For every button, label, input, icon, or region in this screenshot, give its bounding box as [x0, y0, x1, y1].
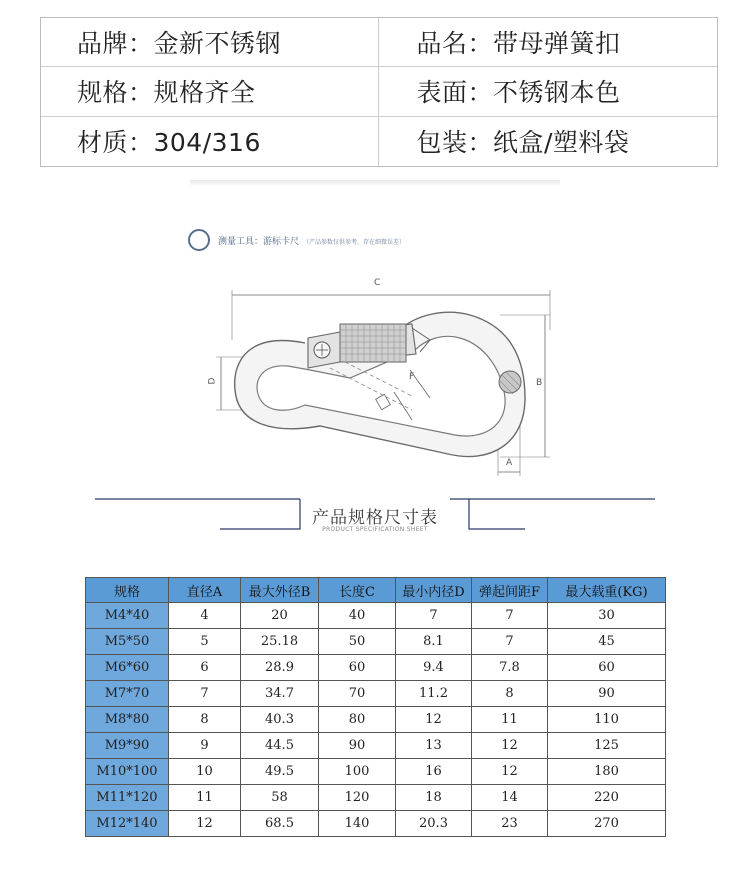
spec-model-cell: M4*40: [86, 603, 169, 629]
table-row: [86, 681, 666, 707]
section-subtitle: PRODUCT SPECIFICATION SHEET: [322, 526, 428, 533]
spec-value-cell: 110: [548, 707, 666, 733]
packaging-cell: 包装：纸盒/塑料袋: [416, 128, 630, 158]
spec-value-cell: 6: [169, 655, 241, 681]
material-cell: 材质：304/316: [41, 117, 379, 166]
col-header: 最大载重(KG): [548, 578, 666, 603]
table-row: [86, 759, 666, 785]
spec-value-cell: 11: [169, 785, 241, 811]
dim-label-c: C: [374, 278, 381, 288]
tool-label-text: 测量工具：游标卡尺: [218, 237, 300, 247]
spec-value-cell: 34.7: [241, 681, 319, 707]
dim-label-f: F: [409, 372, 415, 382]
wire-cross-section: [499, 371, 521, 393]
spec-value-cell: 11: [472, 707, 548, 733]
spec-value-cell: 28.9: [241, 655, 319, 681]
carabiner-drawing: [180, 220, 580, 485]
spec-value-cell: 60: [319, 655, 396, 681]
table-row: [86, 603, 666, 629]
spec-value-cell: 125: [548, 733, 666, 759]
spec-value-cell: 90: [548, 681, 666, 707]
col-header: 弹起间距F: [472, 578, 548, 603]
locking-sleeve: [340, 324, 406, 362]
spec-value-cell: 70: [319, 681, 396, 707]
spec-value-cell: 90: [319, 733, 396, 759]
spec-value-cell: 40: [319, 603, 396, 629]
spec-value-cell: 14: [472, 785, 548, 811]
spec-value-cell: 12: [472, 733, 548, 759]
spec-value-cell: 270: [548, 811, 666, 837]
spec-value-cell: 12: [169, 811, 241, 837]
product-name-cell: 品名：带母弹簧扣: [416, 29, 621, 59]
spec-value-cell: 23: [472, 811, 548, 837]
spec-value-cell: 60: [548, 655, 666, 681]
spec-value-cell: 8.1: [396, 629, 472, 655]
section-header: [95, 495, 655, 545]
spec-value-cell: 50: [319, 629, 396, 655]
col-header: 最小内径D: [396, 578, 472, 603]
spec-value-cell: 7.8: [472, 655, 548, 681]
spec-model-cell: M10*100: [86, 759, 169, 785]
info-row: [41, 18, 717, 67]
spec-value-cell: 9.4: [396, 655, 472, 681]
spec-value-cell: 25.18: [241, 629, 319, 655]
spec-value-cell: 5: [169, 629, 241, 655]
spec-value-cell: 8: [472, 681, 548, 707]
spec-value-cell: 8: [169, 707, 241, 733]
spec-value-cell: 80: [319, 707, 396, 733]
divider-shadow: [190, 180, 560, 186]
spec-model-cell: M9*90: [86, 733, 169, 759]
spec-value-cell: 49.5: [241, 759, 319, 785]
spec-value-cell: 45: [548, 629, 666, 655]
spec-value-cell: 30: [548, 603, 666, 629]
dim-label-d: D: [207, 377, 218, 385]
spec-value-cell: 20.3: [396, 811, 472, 837]
spec-value-cell: 10: [169, 759, 241, 785]
table-row: [86, 785, 666, 811]
table-row: [86, 655, 666, 681]
spec-value-cell: 7: [396, 603, 472, 629]
spec-value-cell: 13: [396, 733, 472, 759]
spec-value-cell: 180: [548, 759, 666, 785]
spec-table: [85, 577, 666, 837]
col-header: 长度C: [319, 578, 396, 603]
table-row: [86, 733, 666, 759]
spec-value-cell: 11.2: [396, 681, 472, 707]
info-row: [41, 67, 717, 116]
spec-value-cell: 16: [396, 759, 472, 785]
spec-value-cell: 4: [169, 603, 241, 629]
tool-note-text: （产品参数仅供参考，存在细微误差）: [303, 239, 406, 246]
brand-cell: 品牌：金新不锈钢: [41, 18, 379, 66]
spec-cell: 规格：规格齐全: [41, 67, 379, 115]
section-title: 产品规格尺寸表: [312, 508, 438, 528]
spec-model-cell: M7*70: [86, 681, 169, 707]
spec-value-cell: 40.3: [241, 707, 319, 733]
spec-value-cell: 100: [319, 759, 396, 785]
spec-value-cell: 58: [241, 785, 319, 811]
spec-model-cell: M5*50: [86, 629, 169, 655]
spec-value-cell: 7: [472, 603, 548, 629]
spec-model-cell: M6*60: [86, 655, 169, 681]
spec-value-cell: 140: [319, 811, 396, 837]
spec-header-row: [86, 578, 666, 603]
spec-value-cell: 220: [548, 785, 666, 811]
col-header: 规格: [86, 578, 169, 603]
carabiner-diagram: [180, 220, 580, 485]
spec-model-cell: M11*120: [86, 785, 169, 811]
spec-value-cell: 20: [241, 603, 319, 629]
spec-table-body: [86, 603, 666, 837]
spec-model-cell: M8*80: [86, 707, 169, 733]
spec-value-cell: 44.5: [241, 733, 319, 759]
dim-label-a: A: [506, 458, 513, 468]
spec-value-cell: 12: [396, 707, 472, 733]
dim-label-b: B: [536, 378, 543, 388]
product-info-table: [40, 17, 718, 167]
spec-value-cell: 12: [472, 759, 548, 785]
table-row: [86, 707, 666, 733]
spec-value-cell: 7: [472, 629, 548, 655]
col-header: 直径A: [169, 578, 241, 603]
spec-model-cell: M12*140: [86, 811, 169, 837]
spec-value-cell: 68.5: [241, 811, 319, 837]
spec-value-cell: 7: [169, 681, 241, 707]
table-row: [86, 629, 666, 655]
info-row: [41, 117, 717, 166]
table-row: [86, 811, 666, 837]
spec-value-cell: 9: [169, 733, 241, 759]
spec-value-cell: 18: [396, 785, 472, 811]
surface-cell: 表面：不锈钢本色: [416, 78, 621, 108]
col-header: 最大外径B: [241, 578, 319, 603]
spec-value-cell: 120: [319, 785, 396, 811]
